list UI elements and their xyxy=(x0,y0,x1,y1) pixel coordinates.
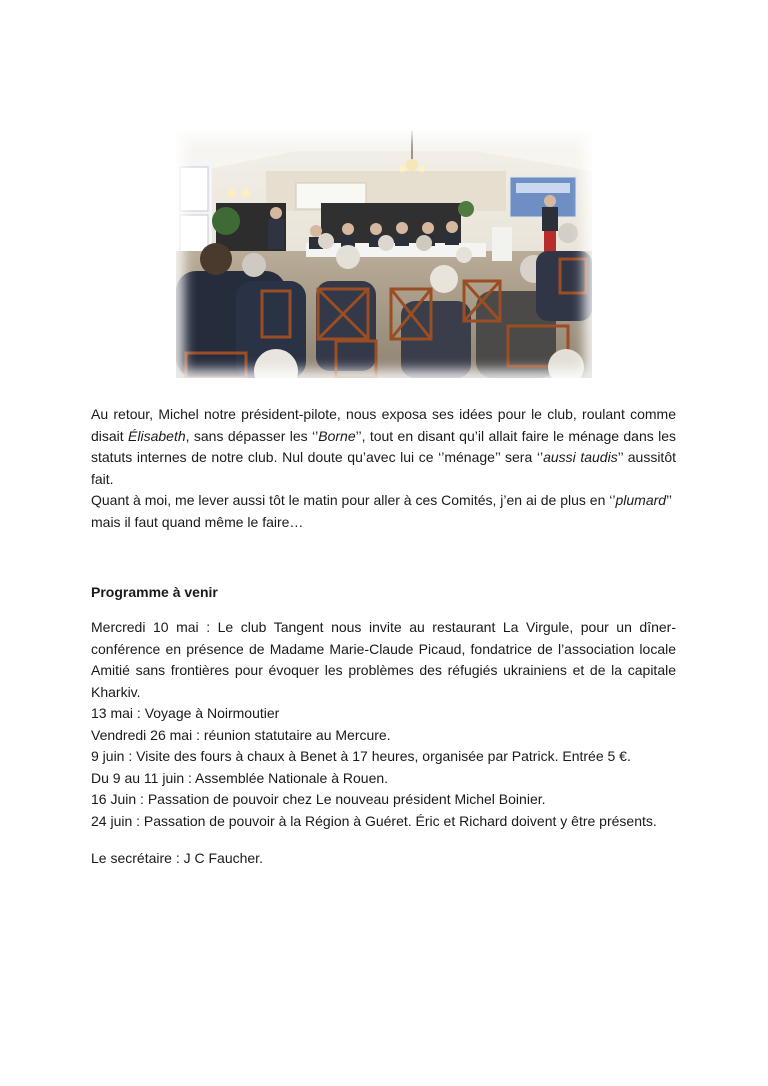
text-run: statuts internes de notre club. Nul doute qu’avec lui ce ‘’ménage’’ sera ‘’ xyxy=(91,449,544,465)
paragraph-line: mais il faut quand même le faire… xyxy=(91,513,304,530)
text-run: ’’ xyxy=(666,492,673,508)
text-run: ’’, tout en disant qu’il allait faire le ménage dans les xyxy=(355,427,676,444)
programme-item: 24 juin : Passation de pouvoir à la Région à Guéret. Éric et Richard doivent y être présents. xyxy=(91,812,657,829)
programme-list xyxy=(91,617,676,832)
paragraph-line: Au retour, Michel notre président-pilote, nous exposa ses idées pour le club, roulant comme xyxy=(91,406,676,422)
meeting-photo-illustration xyxy=(176,131,592,378)
meeting-photo xyxy=(176,131,592,378)
programme-item: 16 Juin : Passation de pouvoir chez Le nouveau président Michel Boinier. xyxy=(91,791,546,807)
paragraph-line: fait. xyxy=(91,470,114,487)
programme-heading: Programme à venir xyxy=(91,584,218,600)
text-run: , sans dépasser les ‘’ xyxy=(185,427,319,444)
programme-intro-line: conférence en présence de Madame Marie-Claude Picaud, fondatrice de l’association locale xyxy=(91,640,676,657)
programme-intro-line: Kharkiv. xyxy=(91,683,141,700)
programme-item: 9 juin : Visite des fours à chaux à Benet à 17 heures, organisée par Patrick. Entrée 5 €. xyxy=(91,748,631,764)
programme-item: Vendredi 26 mai : réunion statutaire au Mercure. xyxy=(91,726,391,743)
programme-intro-line: Amitié sans frontières pour évoquer les problèmes des réfugiés ukrainiens et de la capitale xyxy=(91,662,676,678)
emphasis-plumard: plumard xyxy=(615,492,667,508)
paragraph-line xyxy=(91,426,676,448)
paragraph-line xyxy=(91,490,676,512)
programme-intro-line: Mercredi 10 mai : Le club Tangent nous invite au restaurant La Virgule, pour un dîner- xyxy=(91,619,676,635)
emphasis-elisabeth: Élisabeth xyxy=(128,427,186,444)
programme-item: 13 mai : Voyage à Noirmoutier xyxy=(91,705,280,721)
text-run: Quant à moi, me lever aussi tôt le matin pour aller à ces Comités, j’en ai de plus en ‘’ xyxy=(91,492,616,508)
emphasis-aussi-taudis: aussi taudis xyxy=(543,449,618,465)
emphasis-borne: Borne xyxy=(318,427,356,444)
text-run: ’’ aussitôt xyxy=(617,449,676,465)
signature: Le secrétaire : J C Faucher. xyxy=(91,850,263,866)
programme-item: Du 9 au 11 juin : Assemblée Nationale à Rouen. xyxy=(91,769,389,786)
paragraph-retour xyxy=(91,404,676,533)
paragraph-line xyxy=(91,447,676,469)
text-run: disait xyxy=(91,427,129,444)
